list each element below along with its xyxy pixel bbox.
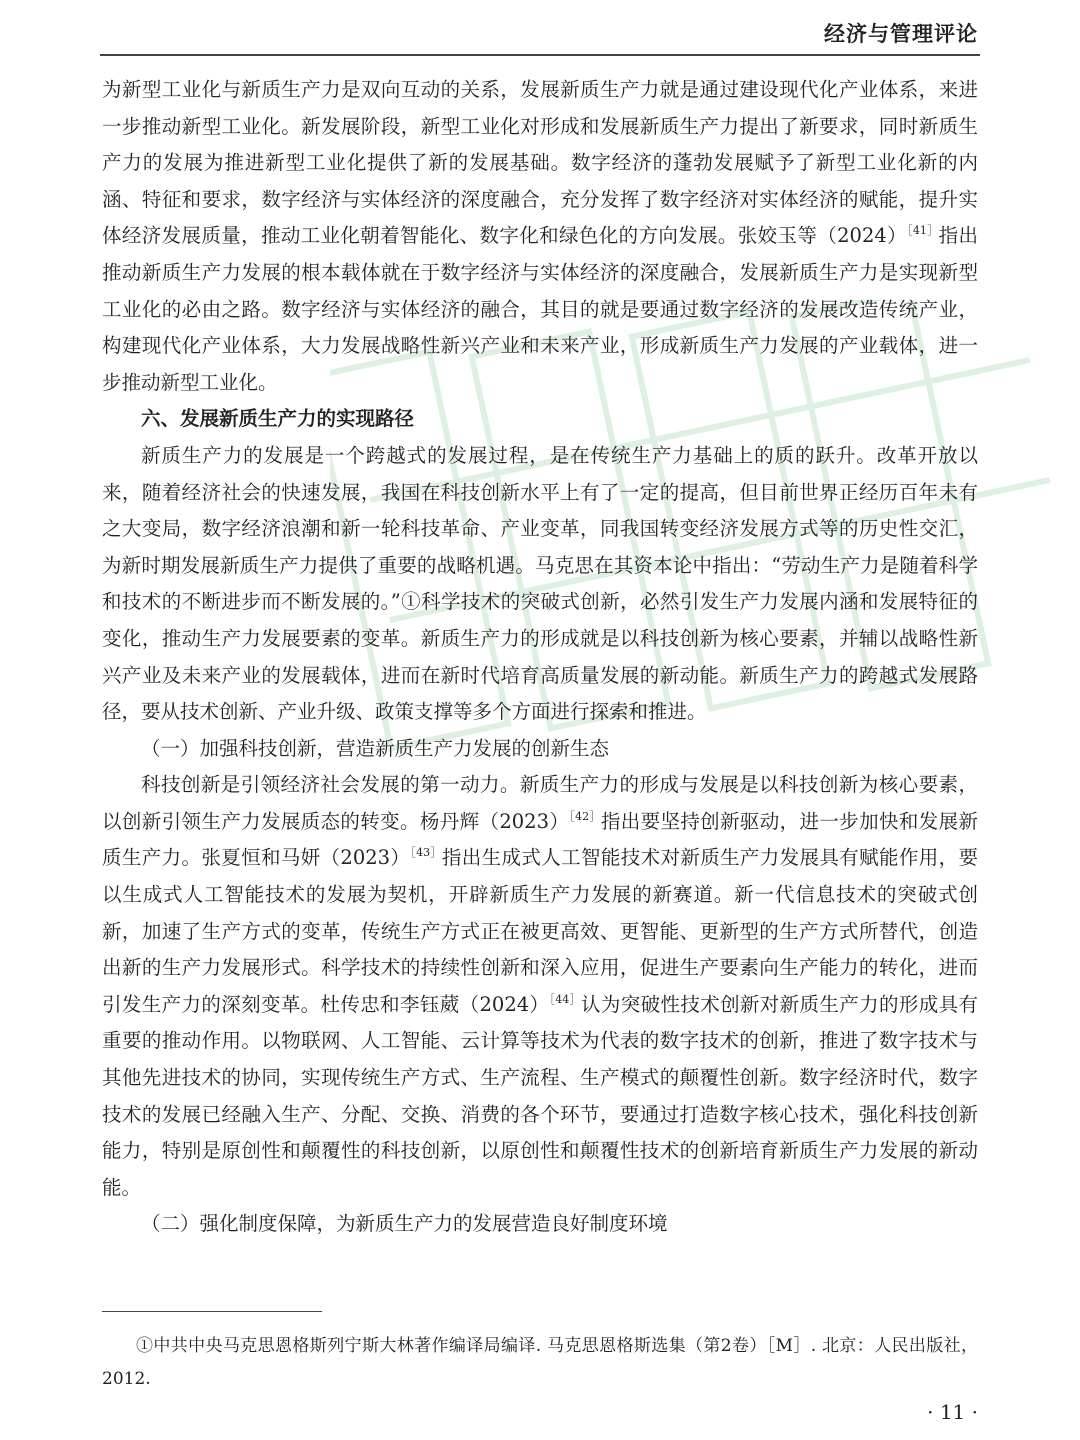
running-header (100, 14, 980, 56)
citation-44: ［44］ (549, 992, 581, 1006)
citation-42: ［42］ (569, 809, 601, 823)
section-heading: 六、发展新质生产力的实现路径 (141, 407, 415, 431)
footnote-mark: ① (400, 590, 422, 614)
citation-41: ［41］ (907, 224, 939, 238)
journal-title: 经济与管理评论 (824, 22, 978, 46)
paragraph-text: 指出推动新质生产力发展的根本载体就在于数字经济与实体经济的深度融合，发展新质生产力是实现新型工业化的必由之路。数字经济与实体经济的融合，其目的就是要通过数字经济的发展改造传统产业，构建现代化产业体系，大力发展战略性新兴产业和未来产业，形成新质生产力发展的产业载体，进一步推动新型工业化。 (102, 224, 978, 394)
footnote: ①中共中央马克思恩格斯列宁斯大林著作编译局编译. 马克思恩格斯选集（第2卷）［M］. 北京：人民出版社，2012. (102, 1336, 978, 1389)
body-paragraph (102, 438, 978, 731)
paragraph-text: 科学技术的突破式创新，必然引发生产力发展内涵和发展特征的变化，推动生产力发展要素的变革。新质生产力的形成就是以科技创新为核心要素，并辅以战略性新兴产业及未来产业的发展载体，进而在新时代培育高质量发展的新动能。新质生产力的跨越式发展路径，要从技术创新、产业升级、政策支撑等多个方面进行探索和推进。 (102, 590, 978, 724)
subsection-heading: （一）加强科技创新，营造新质生产力发展的创新生态 (141, 736, 610, 760)
body-paragraph (102, 72, 978, 401)
paragraph-text: 为新型工业化与新质生产力是双向互动的关系，发展新质生产力就是通过建设现代化产业体系，来进一步推动新型工业化。新发展阶段，新型工业化对形成和发展新质生产力提出了新要求，同时新质生产力的发展为推进新型工业化提供了新的发展基础。数字经济的蓬勃发展赋予了新型工业化新的内涵、特征和要求，数字经济与实体经济的深度融合，充分发挥了数字经济对实体经济的赋能，提升实体经济发展质量，推动工业化朝着智能化、数字化和绿色化的方向发展。张姣玉等（2024） (102, 78, 978, 248)
paragraph-text: 指出要坚持创新驱动，进一步加快和发展新质生产力。张夏恒和马妍（2023） (102, 809, 978, 870)
subsection-heading: （二）强化制度保障，为新质生产力的发展营造良好制度环境 (141, 1212, 668, 1236)
page-number: · 11 · (927, 1400, 978, 1424)
paragraph-text: 科技创新是引领经济社会发展的第一动力。新质生产力的形成与发展是以科技创新为核心要素，以创新引领生产力发展质态的转变。杨丹辉（2023） (102, 773, 978, 833)
paragraph-text: 指出生成式人工智能技术对新质生产力发展具有赋能作用，要以生成式人工智能技术的发展为契机，开辟新质生产力发展的新赛道。新一代信息技术的突破式创新，加速了生产方式的变革，传统生产方式正在被更高效、更智能、更新型的生产方式所替代，创造出新的生产力发展形式。科学技术的持续性创新和深入应用，促进生产要素向生产能力的转化，进而引发生产力的深刻变革。杜传忠和李钰葳（2024） (102, 846, 978, 1016)
paragraph-text: 认为突破性技术创新对新质生产力的形成具有重要的推动作用。以物联网、人工智能、云计算等技术为代表的数字技术的创新，推进了数字技术与其他先进技术的协同，实现传统生产方式、生产流程、生产模式的颠覆性创新。数字经济时代，数字技术的发展已经融入生产、分配、交换、消费的各个环节，要通过打造数字核心技术，强化科技创新能力，特别是原创性和颠覆性的科技创新，以原创性和颠覆性技术的创新培育新质生产力发展的新动能。 (102, 992, 978, 1199)
article-body (102, 72, 978, 1243)
citation-43: ［43］ (410, 846, 442, 860)
paragraph-text: 新质生产力的发展是一个跨越式的发展过程，是在传统生产力基础上的质的跃升。改革开放以来，随着经济社会的快速发展，我国在科技创新水平上有了一定的提高，但目前世界正经历百年未有之大变局，数字经济浪潮和新一轮科技革命、产业变革，同我国转变经济发展方式等的历史性交汇，为新时期发展新质生产力提供了重要的战略机遇。马克思在其资本论中指出：“劳动生产力是随着科学和技术的不断进步而不断发展的。” (102, 443, 978, 614)
footnote-divider (102, 1311, 322, 1312)
body-paragraph (102, 767, 978, 1206)
